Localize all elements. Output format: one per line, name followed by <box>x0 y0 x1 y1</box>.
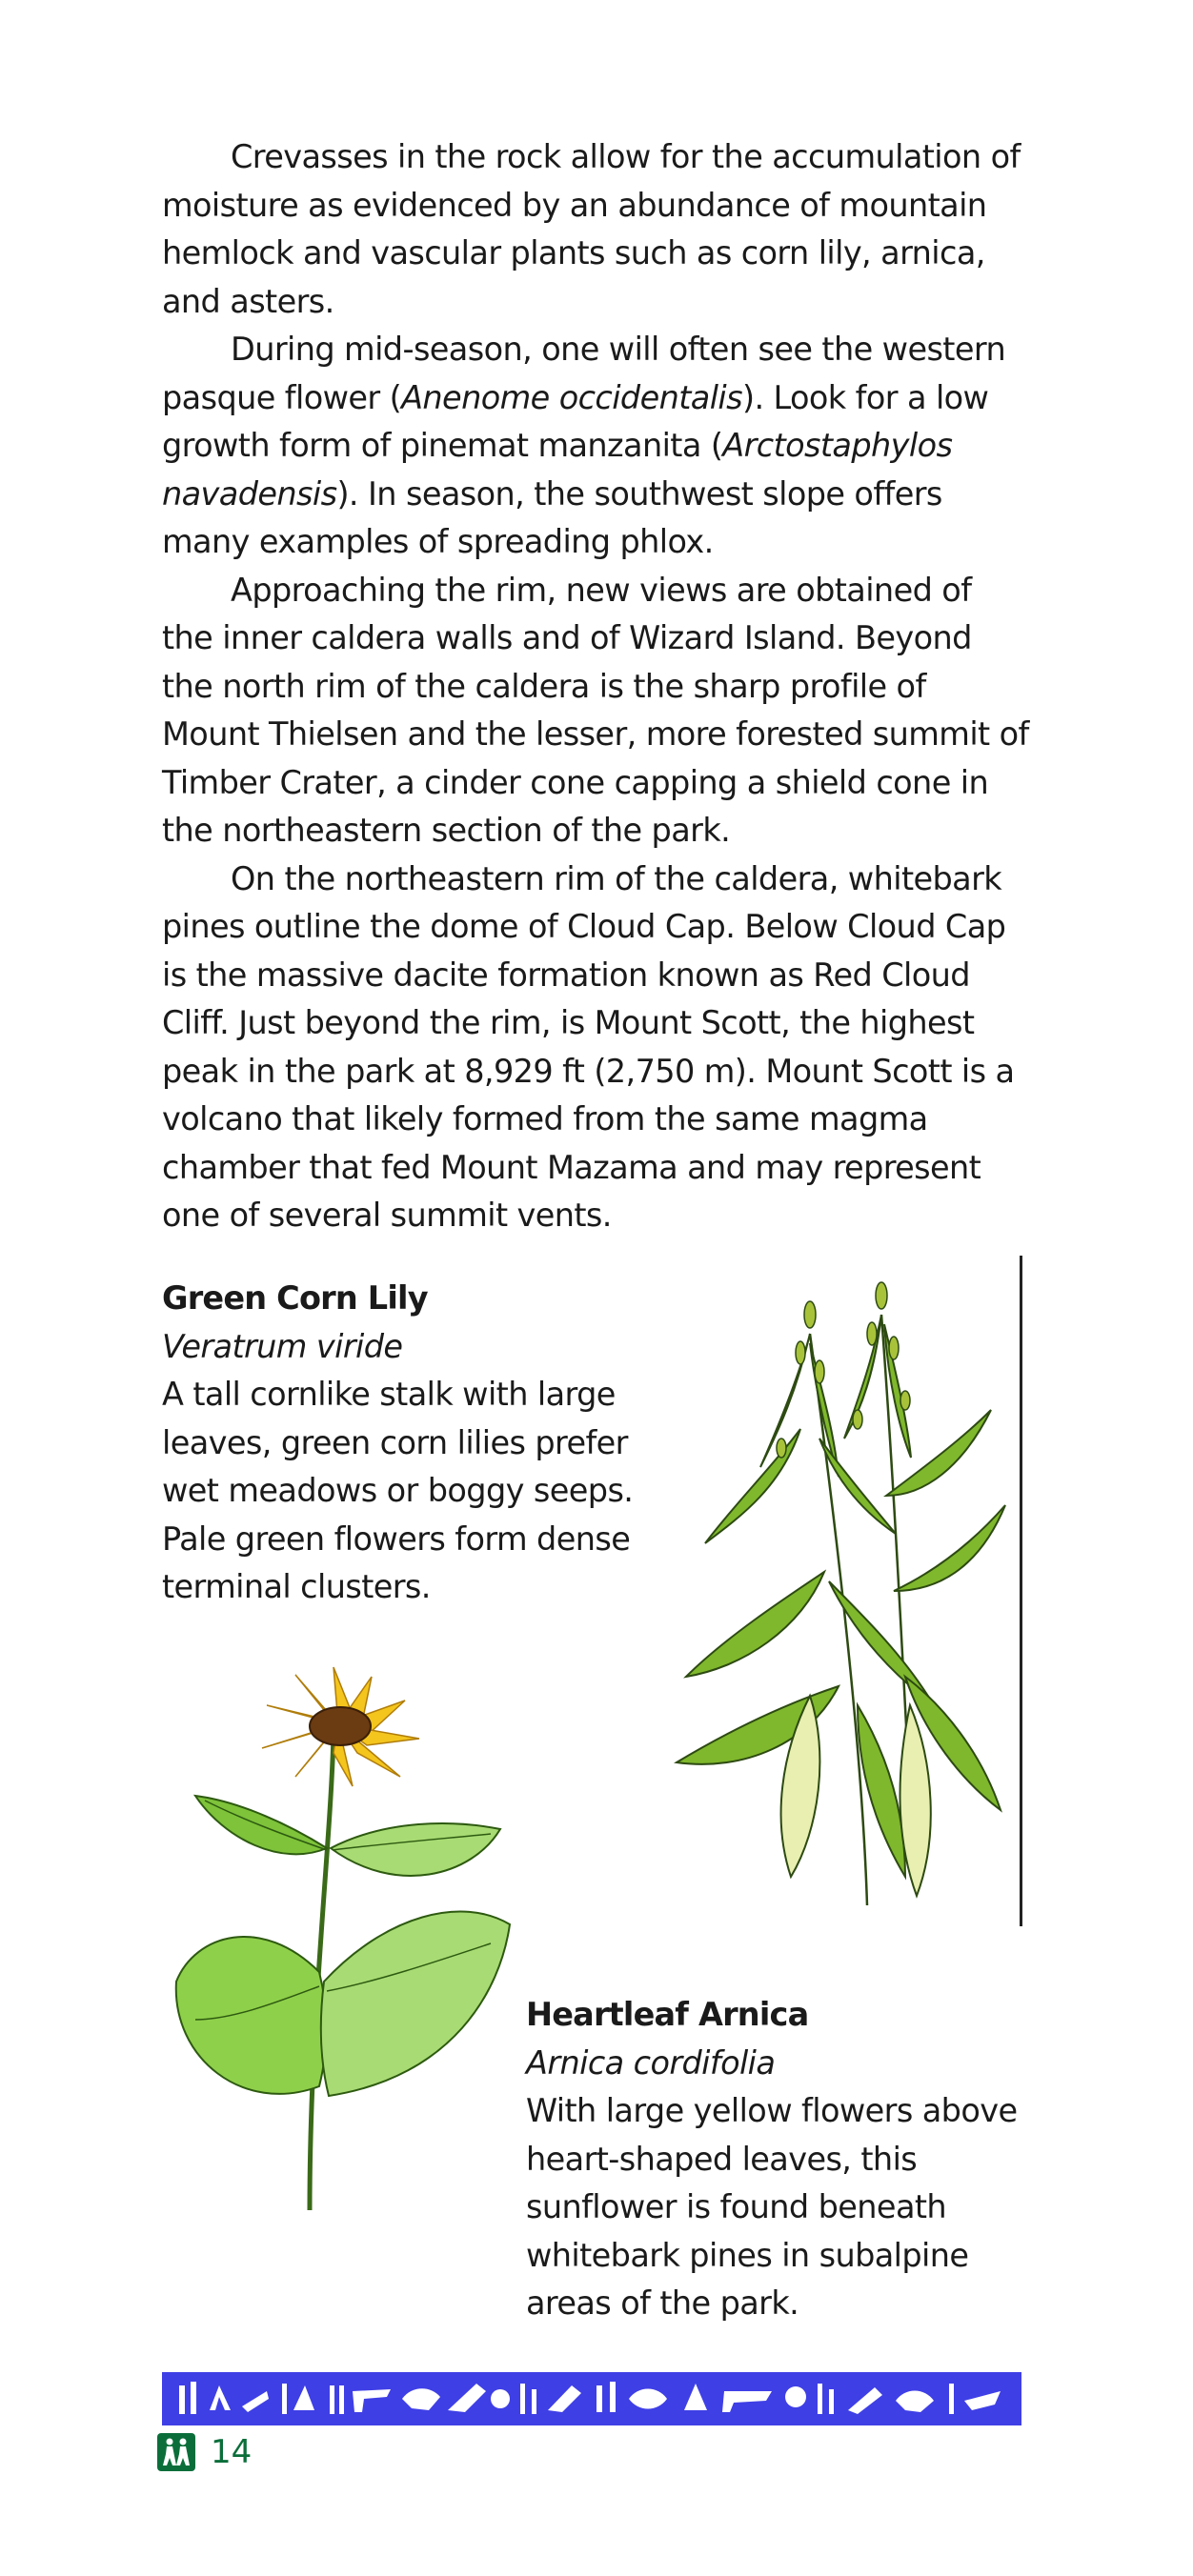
arnica-caption <box>526 1991 1021 2328</box>
species-name: Green Corn Lily <box>162 1279 428 1317</box>
corn-lily-illustration <box>667 1258 1020 1924</box>
arnica-illustration <box>167 1658 529 2229</box>
paragraph-2: During mid-season, one will often see the western pasque flower (Anenome occidentalis). Look for a low growth form of pinemat manzanita (Arctostaphylos navadensis). In season, the southwest slope offers many examples of spreading phlox. <box>162 331 1006 560</box>
paragraph-1: Crevasses in the rock allow for the accumulation of moisture as evidenced by an abundance of mountain hemlock and vascular plants such as corn lily, arnica, and asters. <box>162 138 1021 320</box>
petroglyph-band <box>162 2372 1021 2425</box>
species-description: A tall cornlike stalk with large leaves, green corn lilies prefer wet meadows or boggy seeps. Pale green flowers form dense terminal clusters. <box>162 1376 634 1605</box>
latin-name: Anenome occidentalis <box>401 378 742 416</box>
page-number: 14 <box>211 2433 253 2471</box>
latin-name: Arctostaphylos navadensis <box>162 427 953 513</box>
page-footer <box>157 2431 252 2473</box>
petroglyph-pattern <box>162 2372 1021 2425</box>
species-latin-name: Arnica cordifolia <box>526 2043 776 2082</box>
corn-lily-caption <box>162 1275 638 1612</box>
body-text <box>162 133 1031 1240</box>
vertical-rule <box>1020 1256 1022 1926</box>
species-latin-name: Veratrum viride <box>162 1327 403 1365</box>
species-name: Heartleaf Arnica <box>526 1996 809 2033</box>
hikers-glyph <box>157 2433 195 2471</box>
paragraph-3: Approaching the rim, new views are obtained of the inner caldera walls and of Wizard Island. Beyond the north rim of the caldera is the sharp profile of Mount Thielsen and the lesser, more forested summit of Timber Crater, a cinder cone capping a shield cone in the northeastern section of the park. <box>162 571 1029 849</box>
paragraph-4: On the northeastern rim of the caldera, whitebark pines outline the dome of Cloud Cap. Below Cloud Cap is the massive dacite formation known as Red Cloud Cliff. Just beyond the rim, is Mount Scott, the highest peak in the park at 8,929 ft (2,750 m). Mount Scott is a volcano that likely formed from the same magma chamber that fed Mount Mazama and may represent one of several summit vents. <box>162 859 1015 1234</box>
species-description: With large yellow flowers above heart-shaped leaves, this sunflower is found beneath whitebark pines in subalpine areas of the park. <box>526 2092 1018 2322</box>
hikers-icon <box>157 2433 195 2471</box>
